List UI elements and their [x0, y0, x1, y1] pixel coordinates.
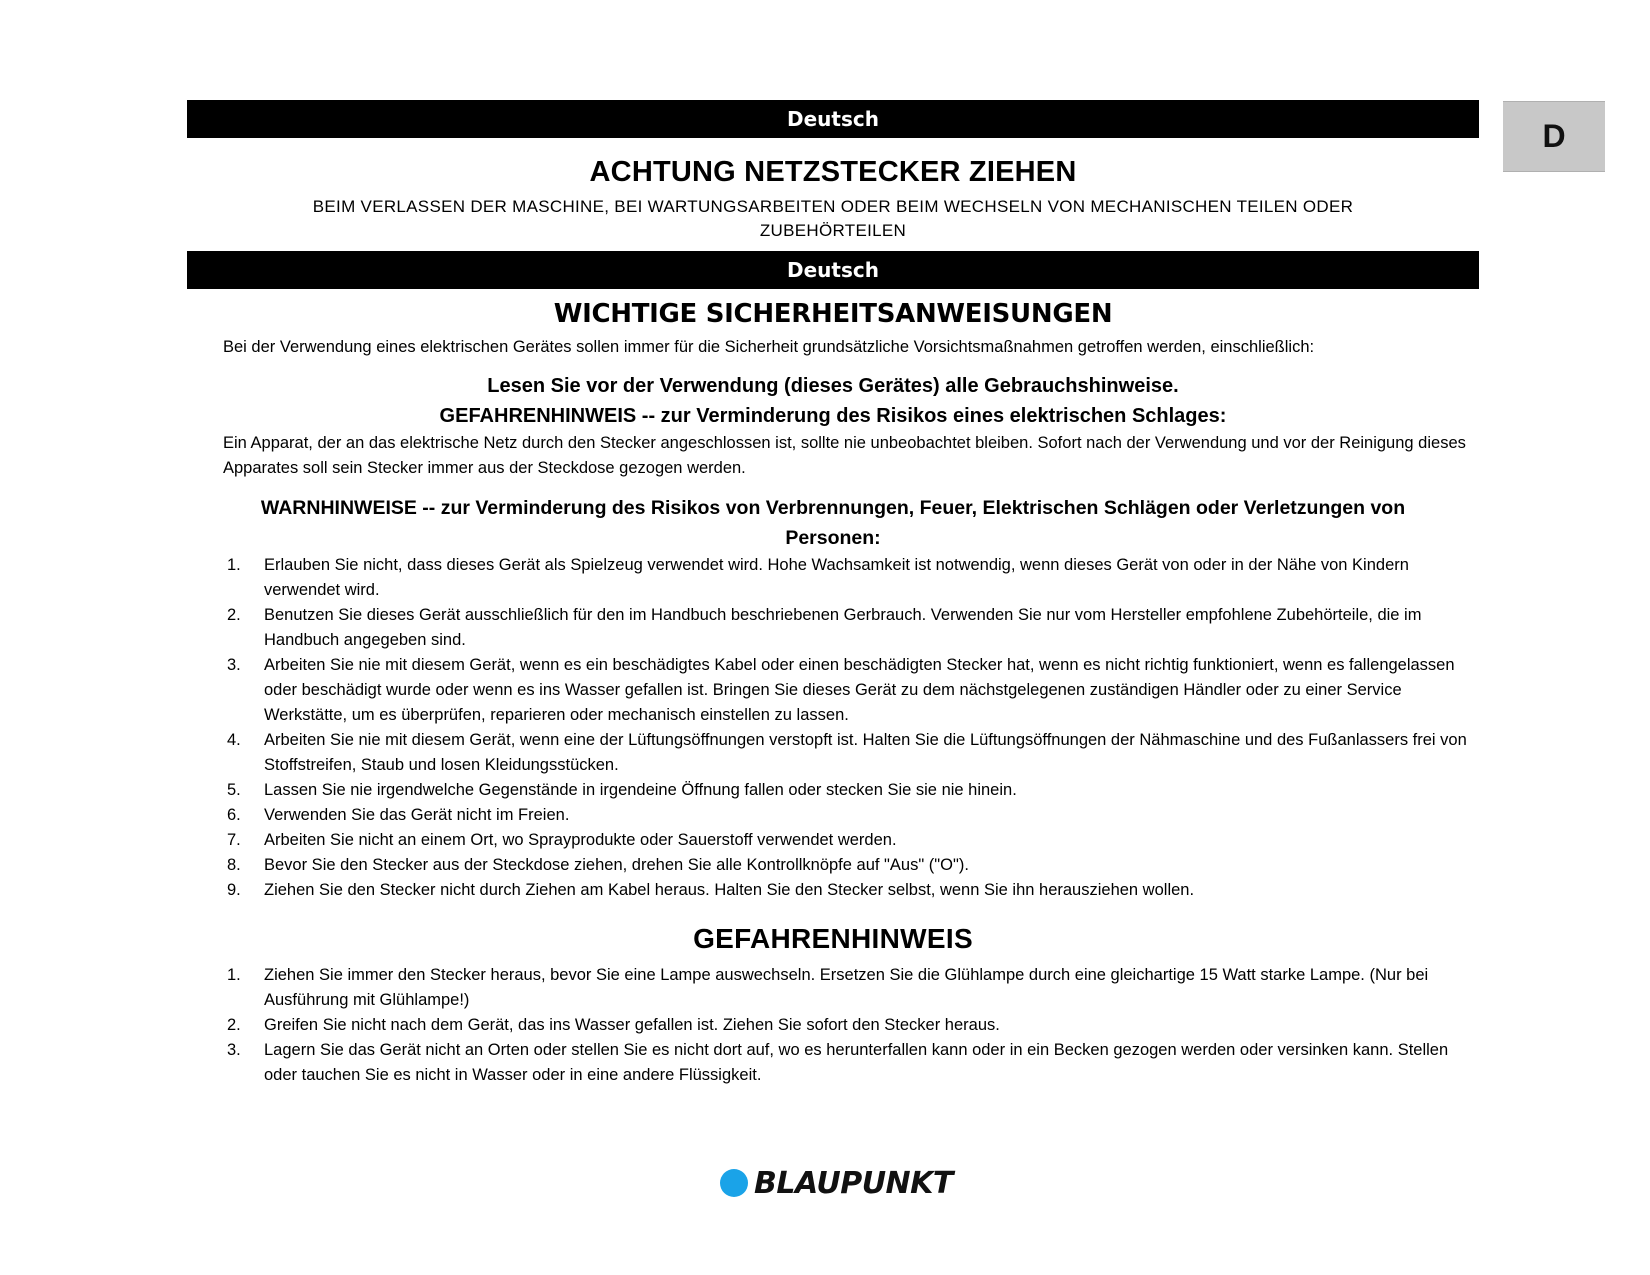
danger-list	[187, 963, 1479, 1088]
list-item: 7. Arbeiten Sie nicht an einem Ort, wo Sprayprodukte oder Sauerstoff verwendet werden.	[227, 831, 897, 849]
language-tab: D	[1503, 101, 1605, 172]
list-item: 8. Bevor Sie den Stecker aus der Steckdose ziehen, drehen Sie alle Kontrollknöpfe auf "Aus" ("O").	[227, 856, 969, 874]
safety-intro: Bei der Verwendung eines elektrischen Gerätes sollen immer für die Sicherheit grundsätzliche Vorsichtsmaßnahmen getroffen werden, einschließlich:	[223, 338, 1315, 356]
warnings-title: WARNHINWEISE -- zur Verminderung des Risikos von Verbrennungen, Feuer, Elektrischen Schlägen oder Verletzungen von Personen:	[260, 497, 1406, 549]
list-item: 5. Lassen Sie nie irgendwelche Gegenstände in irgendeine Öffnung fallen oder stecken Sie sie nie hinein.	[227, 781, 1017, 799]
logo-text: BLAUPUNKT	[754, 1165, 953, 1201]
list-item: 9. Ziehen Sie den Stecker nicht durch Ziehen am Kabel heraus. Halten Sie den Stecker selbst, wenn Sie ihn herausziehen wollen.	[227, 881, 1195, 899]
blaupunkt-logo	[720, 1166, 953, 1200]
list-item: 1. Ziehen Sie immer den Stecker heraus, bevor Sie eine Lampe auswechseln. Ersetzen Sie die Glühlampe durch eine gleichartige 15 Watt starke Lampe. (Nur bei Ausführung mit Glühlampe!)	[227, 966, 1429, 1009]
list-item: 6. Verwenden Sie das Gerät nicht im Freien.	[227, 806, 570, 824]
list-item: 4. Arbeiten Sie nie mit diesem Gerät, wenn eine der Lüftungsöffnungen verstopft ist. Halten Sie die Lüftungsöffnungen der Nähmaschine und des Fußanlassers frei von Stoffstreifen, Staub und losen Kleidungsstücken.	[227, 731, 1467, 774]
list-item: 3. Lagern Sie das Gerät nicht an Orten oder stellen Sie es nicht dort auf, wo es herunterfallen kann oder in ein Becken gezogen werden oder versinken kann. Stellen oder tauchen Sie es nicht in Wasser oder in eine andere Flüssigkeit.	[227, 1041, 1449, 1084]
attention-subtitle: BEIM VERLASSEN DER MASCHINE, BEI WARTUNGSARBEITEN ODER BEIM WECHSELN VON MECHANISCHEN TEILEN ODER ZUBEHÖRTEILEN	[312, 197, 1354, 240]
shock-danger-text: Ein Apparat, der an das elektrische Netz durch den Stecker angeschlossen ist, sollte nie unbeobachtet bleiben. Sofort nach der Verwendung und vor der Reinigung dieses Apparates soll sein Stecker immer aus der Steckdose gezogen werden.	[223, 434, 1466, 477]
list-item: 2. Benutzen Sie dieses Gerät ausschließlich für den im Handbuch beschriebenen Gerbrauch. Verwenden Sie nur vom Hersteller empfohlene Zubehörteile, die im Handbuch angegeben sind.	[227, 606, 1422, 649]
list-item: 2. Greifen Sie nicht nach dem Gerät, das ins Wasser gefallen ist. Ziehen Sie sofort den Stecker heraus.	[227, 1016, 1000, 1034]
list-item: 3. Arbeiten Sie nie mit diesem Gerät, wenn es ein beschädigtes Kabel oder einen beschädigten Stecker hat, wenn es nicht richtig funktioniert, wenn es fallengelassen oder beschädigt wurde oder wenn es ins Wasser gefallen ist. Bringen Sie dieses Gerät zu dem nächstgelegenen zuständigen Händler oder zu einer Service Werkstätte, um es überprüfen, reparieren oder mechanisch einstellen zu lassen.	[227, 656, 1455, 724]
list-item: 1. Erlauben Sie nicht, dass dieses Gerät als Spielzeug verwendet wird. Hohe Wachsamkeit ist notwendig, wenn dieses Gerät von oder in der Nähe von Kindern verwendet wird.	[227, 556, 1409, 599]
safety-title: WICHTIGE SICHERHEITSANWEISUNGEN	[553, 299, 1113, 329]
page-content	[187, 100, 1479, 1088]
warnings-list	[187, 553, 1479, 903]
attention-title: ACHTUNG NETZSTECKER ZIEHEN	[589, 156, 1077, 188]
language-bar: Deutsch	[187, 251, 1479, 289]
language-bar: Deutsch	[187, 100, 1479, 138]
read-instructions-line: Lesen Sie vor der Verwendung (dieses Gerätes) alle Gebrauchshinweise.	[487, 375, 1179, 397]
logo-dot-icon	[720, 1169, 748, 1197]
shock-danger-line: GEFAHRENHINWEIS -- zur Verminderung des Risikos eines elektrischen Schlages:	[439, 405, 1227, 427]
danger-title: GEFAHRENHINWEIS	[693, 923, 973, 954]
